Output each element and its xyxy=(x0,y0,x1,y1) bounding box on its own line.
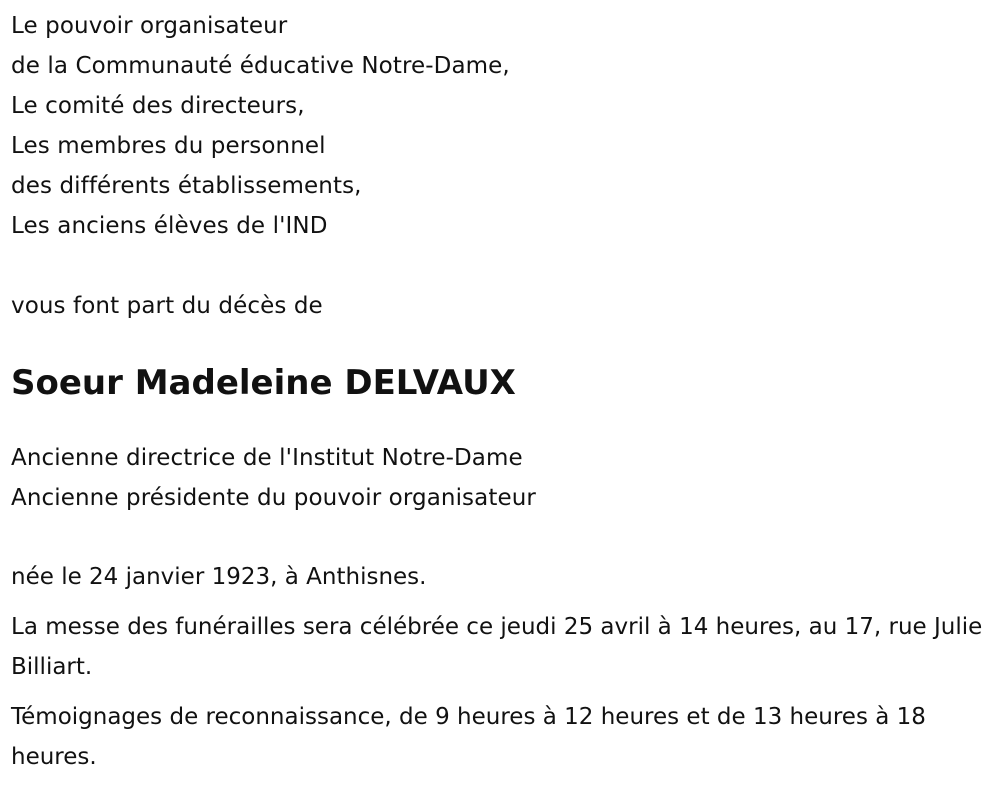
title-line: Ancienne directrice de l'Institut Notre-Dame xyxy=(11,445,523,471)
signatory-line: Le pouvoir organisateur xyxy=(11,13,288,39)
deceased-name: Soeur Madeleine DELVAUX xyxy=(11,363,516,403)
obituary-notice xyxy=(11,6,991,787)
signatory-line: Les membres du personnel xyxy=(11,133,326,159)
signatories-block xyxy=(11,6,991,246)
signatory-line: de la Communauté éducative Notre-Dame, xyxy=(11,53,510,79)
condolences-info: Témoignages de reconnaissance, de 9 heures à 12 heures et de 13 heures à 18 heures. xyxy=(11,704,926,770)
funeral-info: La messe des funérailles sera célébrée ce jeudi 25 avril à 14 heures, au 17, rue Julie Billiart. xyxy=(11,614,983,680)
titles-block xyxy=(11,438,991,518)
birth-info: née le 24 janvier 1923, à Anthisnes. xyxy=(11,564,427,590)
spacer xyxy=(11,246,991,286)
signatory-line: Le comité des directeurs, xyxy=(11,93,305,119)
signatory-line: des différents établissements, xyxy=(11,173,362,199)
announcement-text: vous font part du décès de xyxy=(11,293,323,319)
title-line: Ancienne présidente du pouvoir organisateur xyxy=(11,485,536,511)
signatory-line: Les anciens élèves de l'IND xyxy=(11,213,328,239)
spacer xyxy=(11,518,991,557)
